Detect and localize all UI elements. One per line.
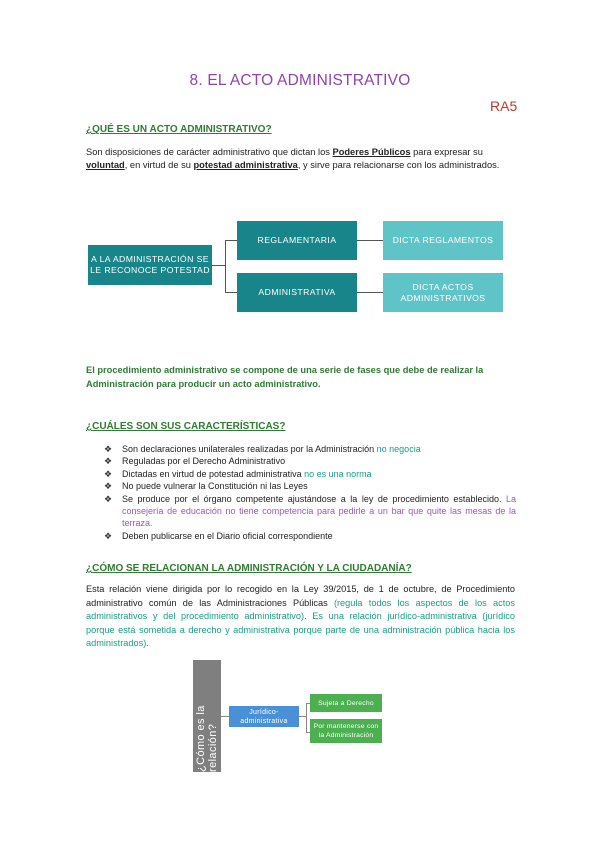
section-heading-what: ¿QUÉ ES UN ACTO ADMINISTRATIVO? (86, 124, 272, 135)
diamond-bullet-icon: ❖ (104, 530, 113, 541)
characteristic-item: ❖ Son declaraciones unilaterales realizadas por la Administración no negocia (104, 444, 421, 454)
relation-paragraph: Esta relación viene dirigida por lo recogido en la Ley 39/2015, de 1 de octubre, de Procedimiento administrativo común de las Administraciones Públicas (regula todos los aspectos de los actos administrativos y del procedimiento administrativo). Es una relación jurídico-administrativa (jurídico porque está sometida a derecho y administrativa porque parte de una administración pública hacia los administrados). (86, 584, 516, 648)
leaf-dicta-actos: DICTA ACTOS ADMINISTRATIVOS (383, 273, 503, 312)
mantenerse-box: Por mantenerse con la Administración (310, 719, 382, 743)
sujeta-derecho-box: Sujeta a Derecho (310, 694, 382, 712)
characteristic-item: ❖ Deben publicarse en el Diario oficial correspondiente (104, 530, 333, 541)
characteristic-item: ❖ Se produce por el órgano competente ajustándose a la ley de procedimiento establecido. La consejería de educación no tiene competencia para pedirle a un bar que quite las mesas de la terraza. (104, 493, 516, 529)
root-box: A LA ADMINISTRACIÓN SE LE RECONOCE POTESTAD (88, 245, 212, 285)
characteristic-item: ❖ No puede vulnerar la Constitución ni las Leyes (104, 481, 308, 492)
page-title: 8. EL ACTO ADMINISTRATIVO (189, 72, 411, 89)
section-heading-relation: ¿CÓMO SE RELACIONAN LA ADMINISTRACIÓN Y LA CIUDADANÍA? (86, 563, 412, 574)
vertical-question-box: ¿Cómo es la relación? (193, 660, 221, 772)
leaf-dicta-reglamentos: DICTA REGLAMENTOS (383, 221, 503, 260)
diamond-bullet-icon: ❖ (104, 444, 113, 454)
section-heading-characteristics: ¿CUÁLES SON SUS CARACTERÍSTICAS? (86, 421, 286, 432)
diamond-bullet-icon: ❖ (104, 468, 113, 479)
definition-paragraph: Son disposiciones de carácter administrativo que dictan los Poderes Públicos para expresar su voluntad, en virtud de su potestad administrativa, y sirve para relacionarse con los administrados. (86, 147, 500, 170)
branch-reglamentaria: REGLAMENTARIA (237, 221, 357, 260)
characteristic-item: ❖ Reguladas por el Derecho Administrativo (104, 456, 286, 467)
juridico-box: Jurídico-administrativa (229, 706, 299, 727)
ra-label: RA5 (490, 98, 518, 114)
diamond-bullet-icon: ❖ (104, 481, 113, 492)
diamond-bullet-icon: ❖ (104, 493, 113, 504)
characteristic-item: ❖ Dictadas en virtud de potestad administrativa no es una norma (104, 468, 372, 479)
characteristics-list (104, 443, 516, 542)
diamond-bullet-icon: ❖ (104, 456, 113, 467)
branch-administrativa: ADMINISTRATIVA (237, 273, 357, 312)
procedure-text: El procedimiento administrativo se compone de una serie de fases que debe de realizar la Administración para producir un acto administrativo. (86, 365, 484, 389)
